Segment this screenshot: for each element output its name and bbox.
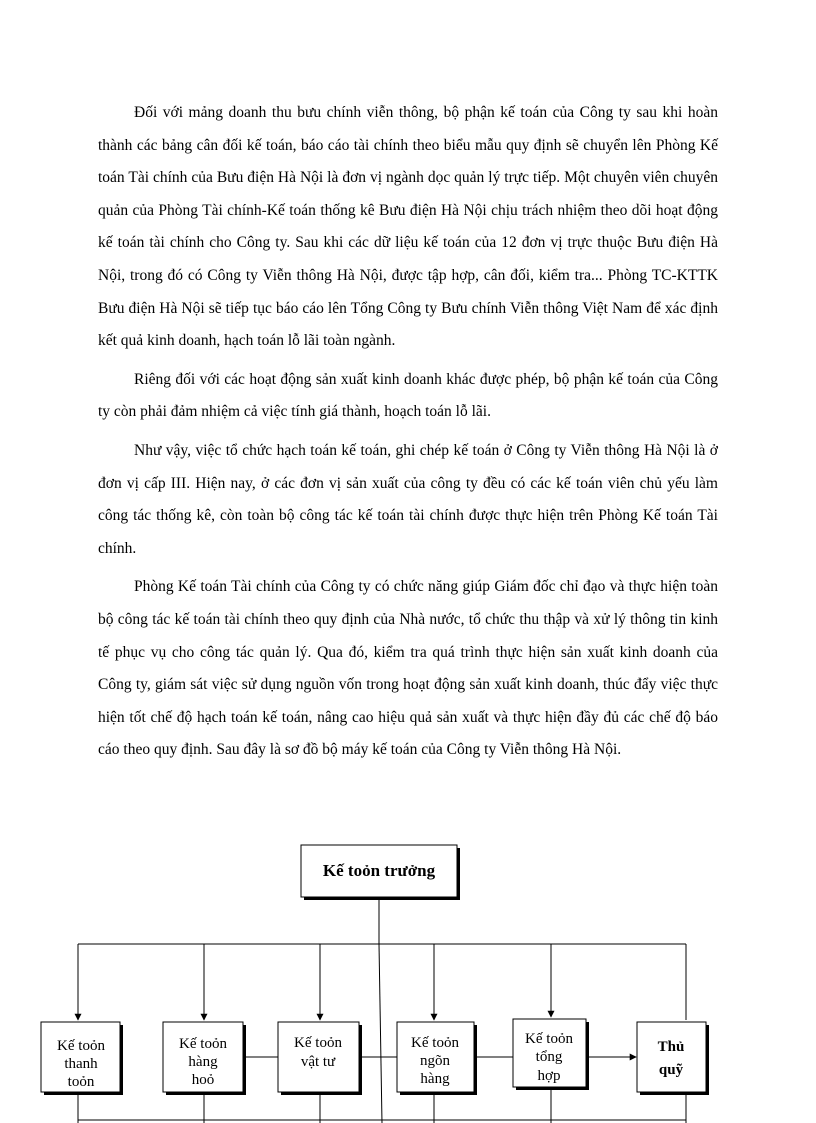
box-5-line-2: tổng — [535, 1049, 563, 1065]
box-1-line-1: Kế toỏn — [57, 1038, 105, 1054]
box-thu-quy — [637, 1022, 706, 1092]
box-4-line-1: Kế toỏn — [411, 1035, 459, 1051]
box-3-line-1: Kế toỏn — [294, 1035, 342, 1051]
box-1-line-2: thanh — [64, 1056, 98, 1072]
box-6-line-1: Thủ — [657, 1039, 685, 1055]
paragraph-3: Như vậy, việc tổ chức hạch toán kế toán, ghi chép kế toán ở Công ty Viễn thông Hà Nội là ở đơn vị cấp III. Hiện nay, ở các đơn vị sản xuất của công ty đều có các kế toán viên chủ yếu làm công tác thống kê, còn toàn bộ công tác kế toán tài chính được thực hiện trên Phòng Kế toán Tài chính. — [98, 441, 718, 557]
box-4-line-3: hàng — [420, 1071, 450, 1087]
paragraph-1: Đối với mảng doanh thu bưu chính viễn thông, bộ phận kế toán của Công ty sau khi hoàn thành các bảng cân đối kế toán, báo cáo tài chính theo biểu mẫu quy định sẽ chuyển lên Phòng Kế toán Tài chính của Bưu điện Hà Nội là đơn vị ngành dọc quản lý trực tiếp. Một chuyên viên chuyên quản của Phòng Tài chính-Kế toán thống kê Bưu điện Hà Nội chịu trách nhiệm theo dõi hoạt động kế toán tài chính cho Công ty. Sau khi các dữ liệu kế toán của 12 đơn vị trực thuộc Bưu điện Hà Nội, trong đó có Công ty Viễn thông Hà Nội, được tập hợp, cân đối, kiểm tra... Phòng TC-KTTK Bưu điện Hà Nội sẽ tiếp tục báo cáo lên Tổng Công ty Bưu chính Viễn thông Việt Nam để xác định kết quả kinh doanh, hạch toán lỗ lãi toàn ngành. — [98, 104, 718, 350]
box-1-line-3: toỏn — [67, 1074, 95, 1090]
vertical-trunk — [379, 944, 382, 1123]
box-2-line-3: hoỏ — [191, 1072, 215, 1088]
box-6-line-2: quỹ — [658, 1062, 684, 1078]
paragraph-2: Riêng đối với các hoạt động sản xuất kinh doanh khác được phép, bộ phận kế toán của Công ty còn phải đảm nhiệm cả việc tính giá thành, hoạch toán lỗ lãi. — [98, 370, 718, 421]
box-2-line-1: Kế toỏn — [179, 1036, 227, 1052]
head-label: Kế toỏn trưởng — [322, 861, 436, 880]
box-5-line-3: hợp — [537, 1068, 561, 1084]
box-5-line-1: Kế toỏn — [525, 1031, 573, 1047]
paragraph-4: Phòng Kế toán Tài chính của Công ty có chức năng giúp Giám đốc chỉ đạo và thực hiện toàn bộ công tác kế toán tài chính theo quy định của Nhà nước, tổ chức thu thập và xử lý thông tin kinh tế phục vụ cho công tác quản lý. Qua đó, kiểm tra quá trình thực hiện sản xuất kinh doanh của Công ty, giám sát việc sử dụng nguồn vốn trong hoạt động sản xuất kinh doanh, thúc đẩy việc thực hiện tốt chế độ hạch toán kế toán, nâng cao hiệu quả sản xuất và thực hiện đầy đủ các chế độ báo cáo theo quy định. Sau đây là sơ đồ bộ máy kế toán của Công ty Viễn thông Hà Nội. — [98, 578, 718, 759]
box-4-line-2: ngõn — [420, 1053, 450, 1069]
box-2-line-2: hàng — [188, 1054, 218, 1070]
box-3-line-2: vật tư — [300, 1054, 336, 1070]
